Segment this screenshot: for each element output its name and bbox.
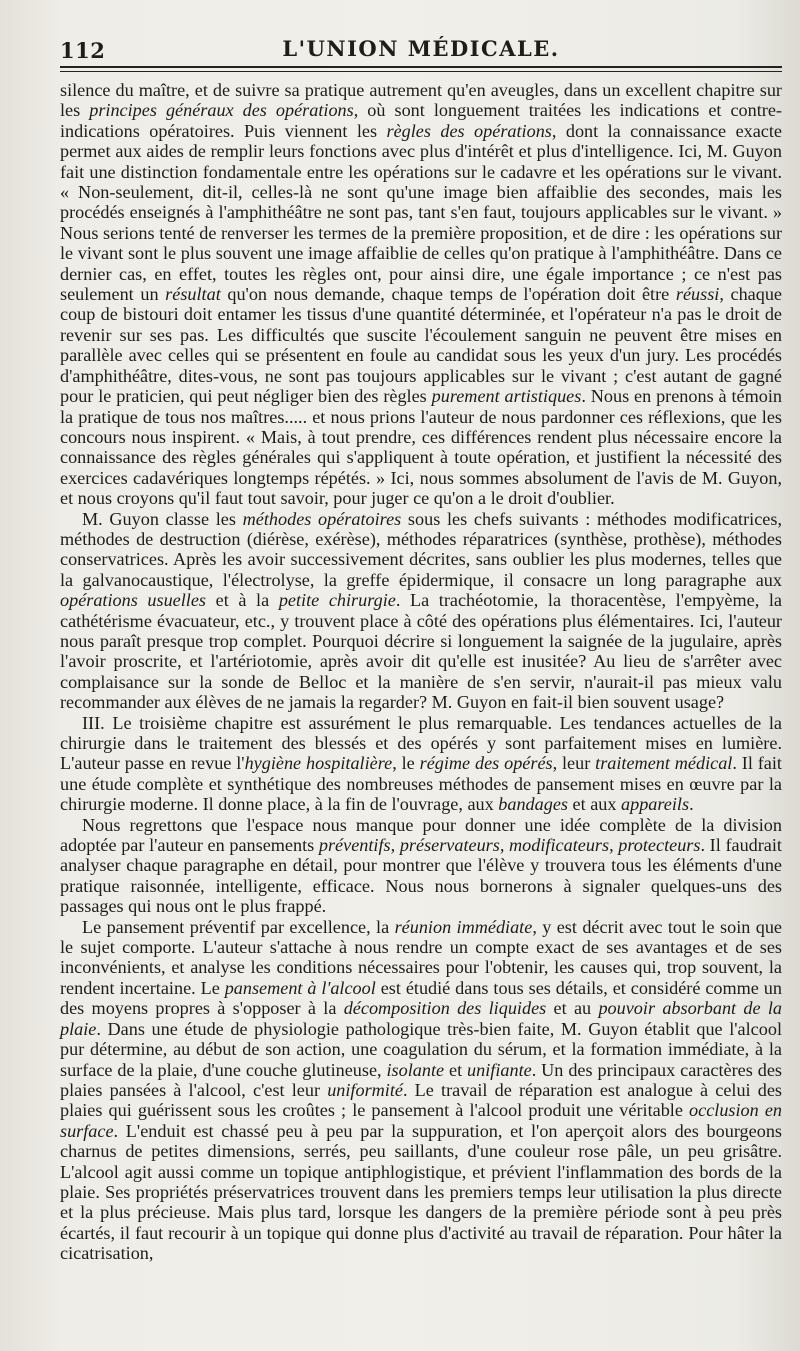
text-run: . Il fait une étude complète et synthétique des nombreuses méthodes de pansement mises en œuvre par la chirurgie moderne. Il donne place, à la fin de l'ouvrage, aux bbox=[60, 753, 782, 815]
paragraph bbox=[60, 917, 782, 1264]
text-run: qu'on nous demande, chaque temps de l'opération doit être bbox=[220, 284, 676, 305]
italic-phrase: petite chirurgie bbox=[278, 590, 396, 611]
italic-phrase: pansement à l'alcool bbox=[224, 977, 376, 998]
text-run: est étudié dans tous ses détails, et considéré comme un des moyens propres à s'opposer à la bbox=[60, 977, 782, 1019]
page-number: 112 bbox=[60, 38, 106, 63]
text-run: . La trachéotomie, la thoracentèse, l'empyème, la cathétérisme évacuateur, etc., y trouvent place à côté des opérations plus élémentaires. Ici, l'auteur nous paraît presque trop complet. Pourquoi décrire si longuement la saignée de la jugulaire, après l'avoir proscrite, et l'artériotomie, après avoir dit qu'elle est inusitée? Au lieu de s'arrêter avec complaisance sur la sonde de Belloc et la manière de s'en servir, n'aurait-il pas mieux valu recommander aux élèves de ne jamais la regarder? M. Guyon en fait-il bien souvent usage? bbox=[60, 590, 782, 713]
paragraph bbox=[60, 713, 782, 815]
italic-phrase: réussi bbox=[675, 284, 720, 305]
text-run: Le pansement préventif par excellence, la bbox=[82, 916, 395, 937]
paragraph bbox=[60, 80, 782, 509]
journal-title: L'UNION MÉDICALE. bbox=[282, 36, 560, 61]
text-run: . Nous en prenons à témoin la pratique de tous nos maîtres..... et nous prions l'auteur de nous pardonner ces réflexions, que les concours nous inspirent. « Mais, à tout prendre, ces différences rendent plus nécessaire encore la connaissance des règles générales qui s'appliquent à toute opération, et justifient la nécessité des exercices cadavériques longtemps répétés. » Ici, nous sommes absolument de l'avis de M. Guyon, et nous croyons qu'il faut tout savoir, pour juger ce qu'on a le droit d'oublier. bbox=[60, 386, 782, 509]
italic-phrase: isolante bbox=[386, 1059, 445, 1080]
italic-phrase: principes généraux des opérations bbox=[89, 100, 354, 121]
header-rule bbox=[60, 66, 782, 72]
text-run: . Il faudrait analyser chaque paragraphe en détail, pour montrer que l'élève y trouvera tous les éléments d'une pratique raisonnée, intelligente, efficace. Nous nous bornerons à signaler quelques-uns des passages qui nous ont le plus frappé. bbox=[60, 835, 782, 917]
text-run: . bbox=[689, 794, 694, 815]
italic-phrase: résultat bbox=[165, 284, 221, 305]
text-run: . L'enduit est chassé peu à peu par la suppuration, et l'on aperçoit alors des bourgeons charnus de petites dimensions, serrés, peu saillants, d'une couleur rose pâle, un peu grisâtre. L'alcool agit aussi comme un topique antiphlogistique, et prévient l'inflammation des bords de la plaie. Ses propriétés préservatrices trouvent dans les premiers temps leur utilisation la plus directe et la plus précieuse. Mais plus tard, lorsque les dangers de la première période sont à peu près écartés, il faut recourir à un topique qui donne plus d'activité au travail de réparation. Pour hâter la cicatrisation, bbox=[60, 1120, 782, 1264]
italic-phrase: réunion immédiate bbox=[394, 916, 533, 937]
paragraph bbox=[60, 815, 782, 917]
text-run: sous les chefs suivants : méthodes modificatrices, méthodes de destruction (diérèse, exérèse), méthodes réparatrices (synthèse, prothèse), méthodes conservatrices. Après les avoir successivement décrites, sans oublier les plus modernes, telles que la galvanocaustique, l'électrolyse, la greffe épidermique, il consacre un long paragraphe aux bbox=[60, 508, 782, 590]
text-run: M. Guyon classe les bbox=[82, 508, 243, 529]
italic-phrase: unifiante bbox=[467, 1059, 532, 1080]
italic-phrase: occlusion en surface bbox=[60, 1100, 782, 1141]
text-run: et à la bbox=[206, 590, 279, 611]
text-run: III. Le troisième chapitre est assurément le plus remarquable. Les tendances actuelles de la chirurgie dans le traitement des blessés et des opérés y sont parfaitement mises en lumière. L'auteur passe en revue l' bbox=[60, 712, 782, 774]
italic-phrase: hygiène hospitalière bbox=[244, 753, 393, 774]
italic-phrase: règles des opérations bbox=[386, 120, 552, 141]
text-run: , leur bbox=[552, 753, 596, 774]
running-head bbox=[60, 28, 782, 64]
text-run: , le bbox=[392, 753, 420, 774]
italic-phrase: régime des opérés bbox=[419, 753, 553, 774]
paragraph bbox=[60, 509, 782, 713]
text-run: . Dans une étude de physiologie pathologique très-bien faite, M. Guyon établit que l'alcool pur détermine, au début de son action, une coagulation du sérum, et la formation immédiate, à la surface de la plaie, d'une couche glutineuse, bbox=[60, 1018, 782, 1080]
text-run: , y est décrit avec tout le soin que le sujet comporte. L'auteur s'attache à nous rendre un compte exact de ses avantages et de ses inconvénients, et analyse les conditions nécessaires pour l'obtenir, les causes qui, trop souvent, la rendent incertaine. Le bbox=[60, 916, 782, 998]
italic-phrase: opérations usuelles bbox=[60, 590, 207, 611]
text-run: , chaque coup de bistouri doit entamer les tissus d'une quantité déterminée, et l'opérateur n'a pas le droit de revenir sur ses pas. Les difficultés que suscite l'écoulement sanguin ne peuvent être mises en parallèle avec celles qui se présentent en foule au candidat sous les yeux d'un jury. Les procédés d'amphithéâtre, dites-vous, ne sont pas toujours applicables sur le vivant ; c'est autant de gagné pour le praticien, qui peut négliger bien des règles bbox=[60, 284, 782, 407]
italic-phrase: traitement médical bbox=[595, 753, 733, 774]
text-run: et au bbox=[546, 998, 599, 1019]
italic-phrase: uniformité bbox=[327, 1079, 403, 1100]
italic-phrase: décomposition des liquides bbox=[343, 998, 547, 1019]
italic-phrase: préventifs, préservateurs, modificateurs, protecteurs bbox=[318, 835, 701, 856]
text-run: , où sont longuement traitées les indications et contre-indications opératoires. Puis viennent les bbox=[60, 100, 782, 141]
text-run: silence du maître, et de suivre sa pratique autrement qu'en aveugles, dans un excellent chapitre sur les bbox=[60, 80, 782, 121]
italic-phrase: bandages bbox=[498, 794, 568, 815]
text-run: . Le travail de réparation est analogue à celui des plaies qui guérissent sous les croûtes ; le pansement à l'alcool produit une véritable bbox=[60, 1079, 783, 1121]
italic-phrase: appareils bbox=[621, 794, 690, 815]
italic-phrase: méthodes opératoires bbox=[242, 508, 402, 529]
body-text bbox=[60, 80, 782, 1264]
italic-phrase: pouvoir absorbant de la plaie bbox=[60, 998, 783, 1039]
text-run: , dont la connaissance exacte permet aux aides de remplir leurs fonctions avec plus d'intérêt et plus d'intelligence. Ici, M. Guyon fait une distinction fondamentale entre les opérations sur le cadavre et les opérations sur le vivant. « Non-seulement, dit-il, celles-là ne sont qu'une image bien affaiblie des secondes, mais les procédés enseignés à l'amphithéâtre ne sont pas, tant s'en faut, toujours applicables sur le vivant. » Nous serions tenté de renverser les termes de la première proposition, et de dire : les opérations sur le vivant sont le plus souvent une image affaiblie de celles qu'on pratique à l'amphithéâtre. Dans ce dernier cas, en effet, toutes les règles ont, pour ainsi dire, une égale importance ; ce n'est pas seulement un bbox=[60, 120, 783, 305]
text-run: Nous regrettons que l'espace nous manque pour donner une idée complète de la division adoptée par l'auteur en pansements bbox=[60, 814, 782, 856]
text-run: et bbox=[444, 1059, 468, 1080]
text-run: . Un des principaux caractères des plaies pansées à l'alcool, c'est leur bbox=[60, 1059, 782, 1100]
text-run: et aux bbox=[567, 794, 622, 815]
italic-phrase: purement artistiques bbox=[431, 386, 582, 407]
